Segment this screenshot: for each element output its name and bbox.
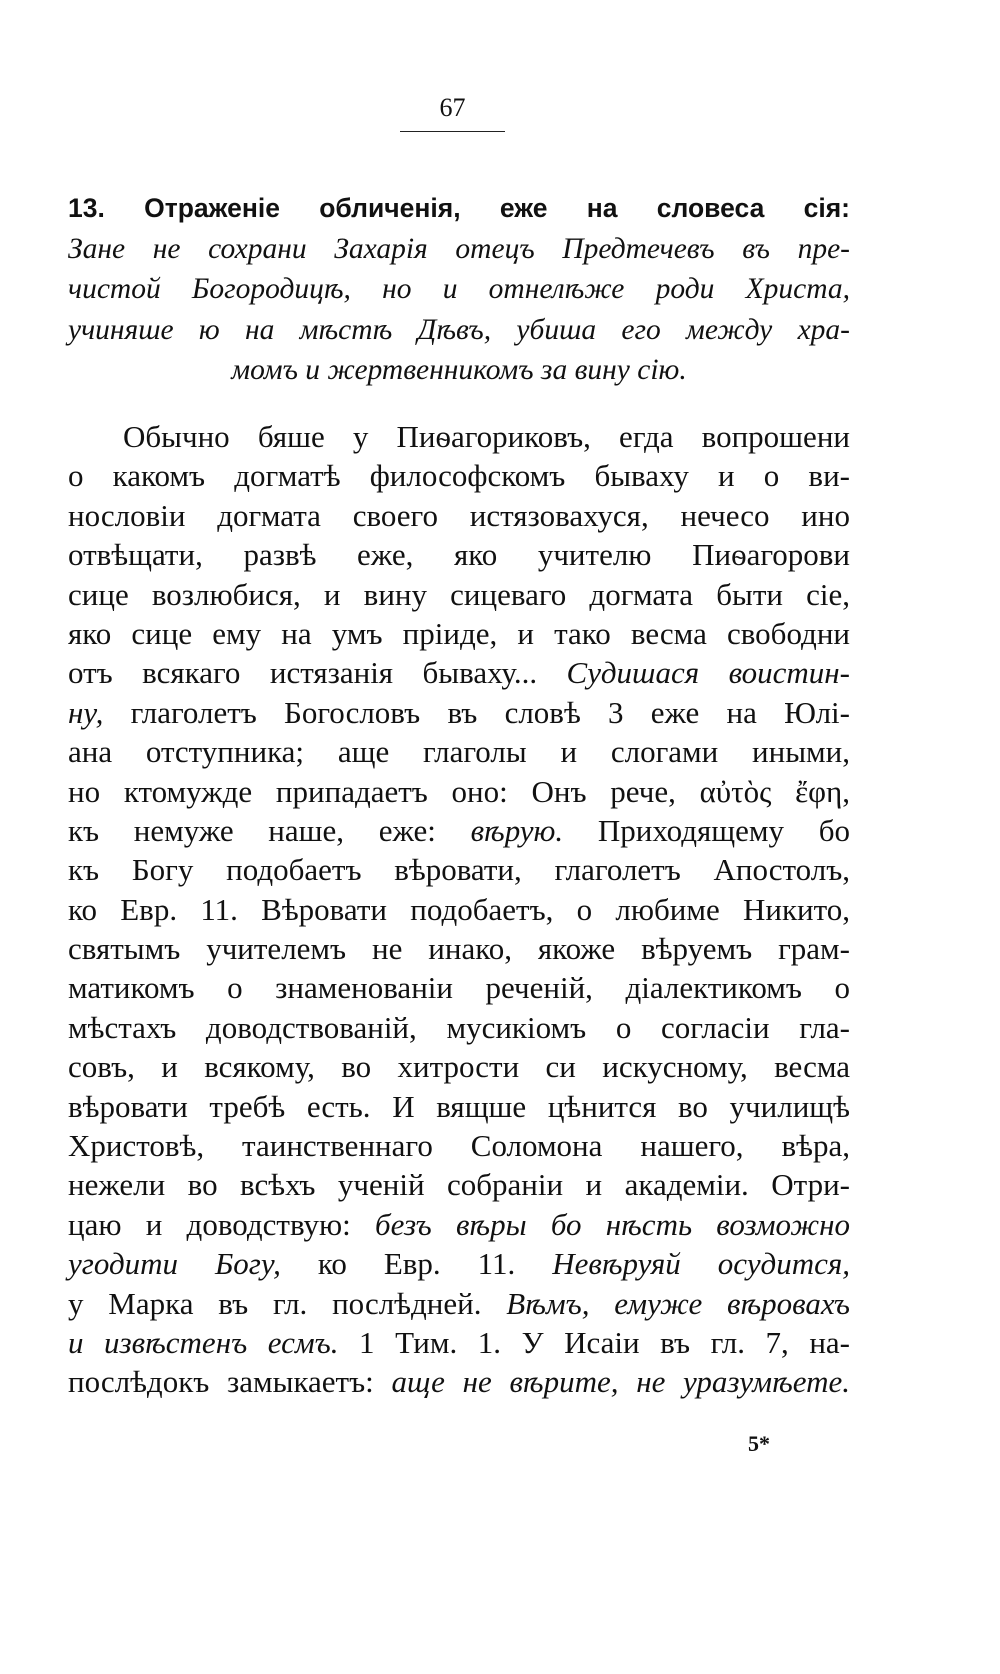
text-run: 1 Тим. 1. У Исаіи въ гл. 7, на- <box>338 1324 851 1360</box>
italic-text: Судишася воистин- <box>566 655 850 691</box>
text-line <box>68 929 850 968</box>
italic-text: и извѣстенъ есмъ. <box>68 1324 339 1360</box>
text-run: Христовѣ, таинственнаго Соломона нашего, вѣра, <box>68 1128 850 1164</box>
text-line <box>68 456 850 495</box>
italic-text: угодити Богу, <box>68 1246 281 1282</box>
text-line <box>68 968 850 1007</box>
text-line <box>68 535 850 574</box>
text-line <box>68 1284 850 1323</box>
text-run: къ Богу подобаетъ вѣровати, глаголетъ Апостолъ, <box>68 852 850 888</box>
text-line <box>68 850 850 889</box>
text-line <box>68 496 850 535</box>
text-run: ко Евр. 11. <box>280 1246 553 1282</box>
signature-mark: 5* <box>748 1431 770 1456</box>
text-line <box>68 1047 850 1086</box>
text-run: святымъ учителемъ не инако, якоже вѣруемъ грам- <box>68 931 850 967</box>
text-line <box>68 1323 850 1362</box>
body-paragraph <box>68 417 850 1402</box>
section-quote-line: чистой Богородицѣ, но и отнелѣже роди Христа, <box>68 273 850 305</box>
text-line <box>68 1087 850 1126</box>
text-line <box>68 693 850 732</box>
text-run: ко Евр. 11. Вѣровати подобаетъ, о любиме Никито, <box>68 891 850 927</box>
text-run: ана отступника; аще глаголы и слогами иными, <box>68 734 850 770</box>
text-run: мѣстахъ доводствованій, мусикіомъ о согласіи гла- <box>68 1009 850 1045</box>
text-run: яко сице ему на умъ пріиде, и тако весма свободни <box>68 615 850 651</box>
section-heading-line <box>68 188 850 229</box>
text-line <box>68 1205 850 1244</box>
page-number-rule <box>400 131 505 132</box>
italic-text: аще не вѣрите, не уразумѣете. <box>391 1364 850 1400</box>
text-run: нежели во всѣхъ ученій собраніи и академіи. Отри- <box>68 1167 850 1203</box>
text-line <box>68 811 850 850</box>
section-quote-line: учиняше ю на мѣстѣ Дѣвъ, убиша его между хра- <box>68 313 850 346</box>
text-run: цаю и доводствую: <box>68 1206 376 1242</box>
section-quote-line: Зане не сохрани Захарія отецъ Предтечевъ въ пре- <box>68 232 850 265</box>
text-run: совъ, и всякому, во хитрости си искусному, весма <box>68 1049 850 1085</box>
section-number: 13. <box>68 193 105 223</box>
italic-text: Невѣруяй осудится, <box>552 1246 850 1282</box>
text-run: глаголетъ Богословъ въ словѣ 3 еже на Юлі- <box>103 694 850 730</box>
text-line <box>68 417 850 456</box>
text-line <box>68 614 850 653</box>
text-line <box>68 1362 850 1401</box>
text-line <box>68 890 850 929</box>
text-run: вѣровати требѣ есть. И вящше цѣнится во училищѣ <box>68 1088 850 1124</box>
text-run: отвѣщати, развѣ еже, яко учителю Пиѳагорови <box>68 537 850 573</box>
text-run: Обычно бяше у Пиѳагориковъ, егда вопрошени <box>123 419 850 454</box>
text-run: у Марка въ гл. послѣдней. <box>68 1285 507 1321</box>
text-run: матикомъ о знаменованіи реченій, діалектикомъ о <box>68 970 850 1006</box>
text-line <box>68 653 850 692</box>
text-line <box>68 1244 850 1283</box>
italic-text: ну, <box>68 694 104 730</box>
text-run: Приходящему бо <box>563 812 850 848</box>
text-run: но ктомужде припадаетъ оно: Онъ рече, αὐτὸς ἔφη, <box>68 773 850 809</box>
text-run: отъ всякаго истязанія бываху... <box>68 655 567 691</box>
text-line <box>68 1126 850 1165</box>
section-heading <box>68 188 850 391</box>
section-quote-line: момъ и жертвенникомъ за вину сію. <box>231 354 687 386</box>
italic-text: вѣрую. <box>470 812 564 848</box>
text-line <box>68 1165 850 1204</box>
section-title: Отраженіе обличенія, еже на словеса сія: <box>144 193 850 223</box>
text-run: послѣдокъ замыкаетъ: <box>68 1364 392 1400</box>
italic-text: Вѣмъ, емуже вѣровахъ <box>506 1285 850 1321</box>
text-line <box>68 575 850 614</box>
page-number: 67 <box>439 93 466 122</box>
text-run: нословіи догмата своего истязовахуся, нечесо ино <box>68 497 850 533</box>
text-run: о какомъ догматѣ философскомъ бываху и о ви- <box>68 458 850 494</box>
text-line <box>68 772 850 811</box>
text-run: къ немуже наше, еже: <box>68 812 471 848</box>
text-line <box>68 732 850 771</box>
text-line <box>68 1008 850 1047</box>
italic-text: безъ вѣры бо нѣсть возможно <box>375 1206 850 1242</box>
text-run: сице возлюбися, и вину сицеваго догмата быти сіе, <box>68 576 850 612</box>
